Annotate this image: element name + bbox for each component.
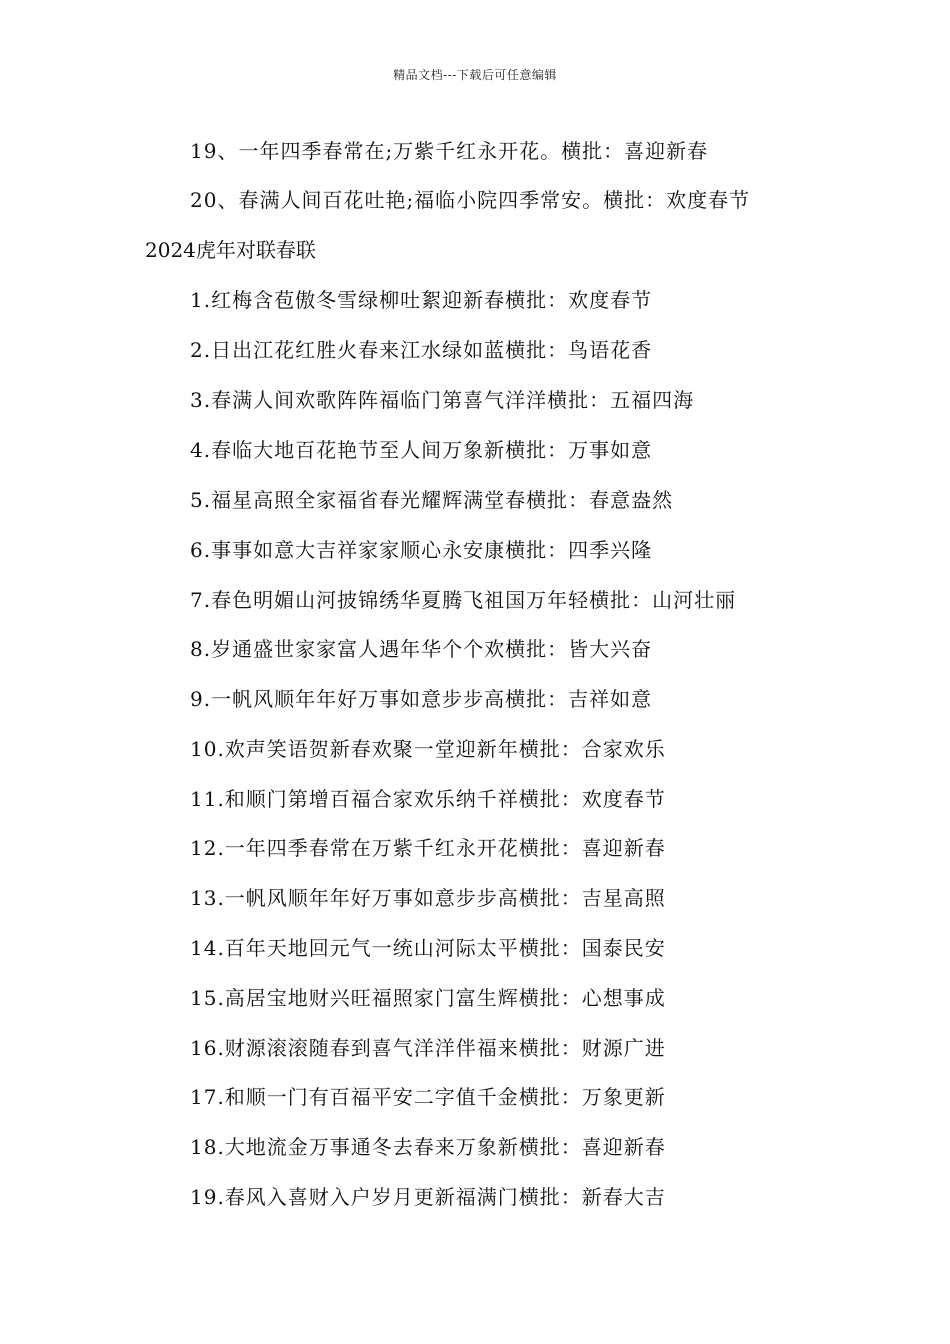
couplet-item: 4.春临大地百花艳节至人间万象新横批：万事如意	[190, 438, 653, 462]
couplet-item: 11.和顺门第增百福合家欢乐纳千祥横批：欢度春节	[190, 787, 666, 811]
couplet-item: 10.欢声笑语贺新春欢聚一堂迎新年横批：合家欢乐	[190, 737, 666, 761]
couplet-item: 18.大地流金万事通冬去春来万象新横批：喜迎新春	[190, 1135, 666, 1159]
couplet-item: 8.岁通盛世家家富人遇年华个个欢横批：皆大兴奋	[190, 637, 653, 661]
couplet-item: 19.春风入喜财入户岁月更新福满门横批：新春大吉	[190, 1185, 666, 1209]
page-header: 精品文档---下载后可任意编辑	[393, 68, 557, 82]
couplet-item: 16.财源滚滚随春到喜气洋洋伴福来横批：财源广进	[190, 1036, 666, 1060]
couplet-item: 5.福星高照全家福省春光耀辉满堂春横批：春意盎然	[190, 488, 674, 512]
couplet-item: 7.春色明媚山河披锦绣华夏腾飞祖国万年轻横批：山河壮丽	[190, 588, 737, 612]
couplet-item: 13.一帆风顺年年好万事如意步步高横批：吉星高照	[190, 886, 666, 910]
section-title: 2024虎年对联春联	[145, 238, 316, 262]
couplet-item: 12.一年四季春常在万紫千红永开花横批：喜迎新春	[190, 836, 666, 860]
couplet-item: 3.春满人间欢歌阵阵福临门第喜气洋洋横批：五福四海	[190, 388, 695, 412]
intro-line-20: 20、春满人间百花吐艳;福临小院四季常安。横批：欢度春节	[190, 188, 751, 212]
couplet-item: 15.高居宝地财兴旺福照家门富生辉横批：心想事成	[190, 986, 666, 1010]
couplet-item: 6.事事如意大吉祥家家顺心永安康横批：四季兴隆	[190, 538, 653, 562]
couplet-item: 9.一帆风顺年年好万事如意步步高横批：吉祥如意	[190, 687, 653, 711]
couplet-item: 14.百年天地回元气一统山河际太平横批：国泰民安	[190, 936, 666, 960]
couplet-item: 1.红梅含苞傲冬雪绿柳吐絮迎新春横批：欢度春节	[190, 288, 653, 312]
couplet-item: 2.日出江花红胜火春来江水绿如蓝横批：鸟语花香	[190, 338, 653, 362]
intro-line-19: 19、一年四季春常在;万紫千红永开花。横批：喜迎新春	[190, 139, 709, 163]
couplet-item: 17.和顺一门有百福平安二字值千金横批：万象更新	[190, 1085, 666, 1109]
